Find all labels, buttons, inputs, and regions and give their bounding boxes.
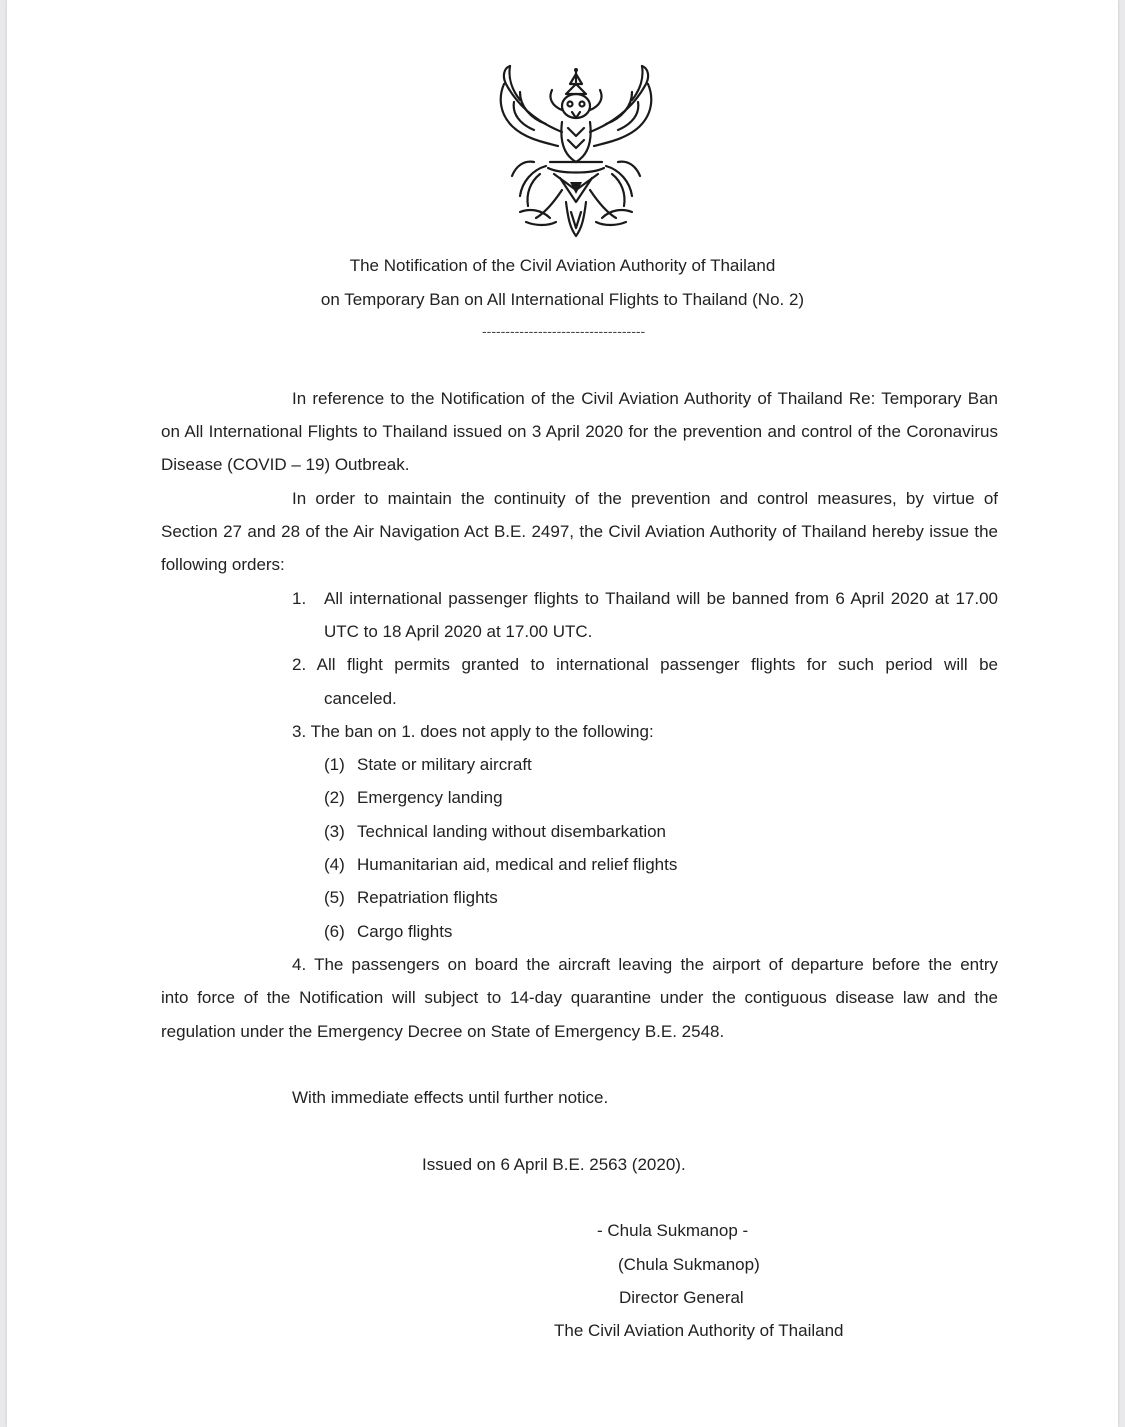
exemption-number: (6) (324, 922, 345, 941)
para1-line2: on All International Flights to Thailand issued on 3 April 2020 for the prevention and control of the Coronavirus (161, 422, 998, 441)
title-divider: ----------------------------------- (482, 323, 646, 339)
order4-line2: into force of the Notification will subject to 14-day quarantine under the contiguous disease law and the (161, 988, 998, 1007)
garuda-emblem-icon (490, 62, 662, 240)
exemption-text: Cargo flights (357, 922, 453, 941)
signatory-position: Director General (619, 1288, 744, 1307)
order4-line3: regulation under the Emergency Decree on State of Emergency B.E. 2548. (161, 1022, 725, 1041)
order1-line1: All international passenger flights to Thailand will be banned from 6 April 2020 at 17.00 (324, 589, 998, 608)
order1-line2: UTC to 18 April 2020 at 17.00 UTC. (324, 622, 593, 641)
issue-date: Issued on 6 April B.E. 2563 (2020). (422, 1155, 686, 1174)
para2-line1: In order to maintain the continuity of the prevention and control measures, by virtue of (292, 489, 998, 508)
para1-line1: In reference to the Notification of the Civil Aviation Authority of Thailand Re: Temporary Ban (292, 389, 998, 408)
title-line-1: The Notification of the Civil Aviation Authority of Thailand (349, 256, 776, 275)
exemption-number: (2) (324, 788, 345, 807)
signatory-organization: The Civil Aviation Authority of Thailand (554, 1321, 844, 1340)
order4-line1: 4. The passengers on board the aircraft leaving the airport of departure before the entry (292, 955, 998, 974)
exemption-number: (4) (324, 855, 345, 874)
signature-name: - Chula Sukmanop - (597, 1221, 749, 1240)
exemption-text: Emergency landing (357, 788, 503, 807)
para1-line3: Disease (COVID – 19) Outbreak. (161, 455, 410, 474)
exemption-number: (5) (324, 888, 345, 907)
title-line-2: on Temporary Ban on All International Flights to Thailand (No. 2) (320, 290, 805, 309)
exemption-text: State or military aircraft (357, 755, 532, 774)
exemption-number: (1) (324, 755, 345, 774)
exemption-number: (3) (324, 822, 345, 841)
order3-line: 3. The ban on 1. does not apply to the following: (292, 722, 654, 741)
signatory-printed-name: (Chula Sukmanop) (618, 1255, 760, 1274)
exemption-text: Repatriation flights (357, 888, 498, 907)
para2-line3: following orders: (161, 555, 285, 574)
order2-line1: 2. All flight permits granted to international passenger flights for such period will be (292, 655, 998, 674)
effect-statement: With immediate effects until further notice. (292, 1088, 609, 1107)
order1-number: 1. (292, 589, 307, 608)
exemption-text: Technical landing without disembarkation (357, 822, 667, 841)
exemption-text: Humanitarian aid, medical and relief flights (357, 855, 678, 874)
order2-line2: canceled. (324, 689, 397, 708)
para2-line2: Section 27 and 28 of the Air Navigation Act B.E. 2497, the Civil Aviation Authority of Thailand hereby issue the (161, 522, 998, 541)
